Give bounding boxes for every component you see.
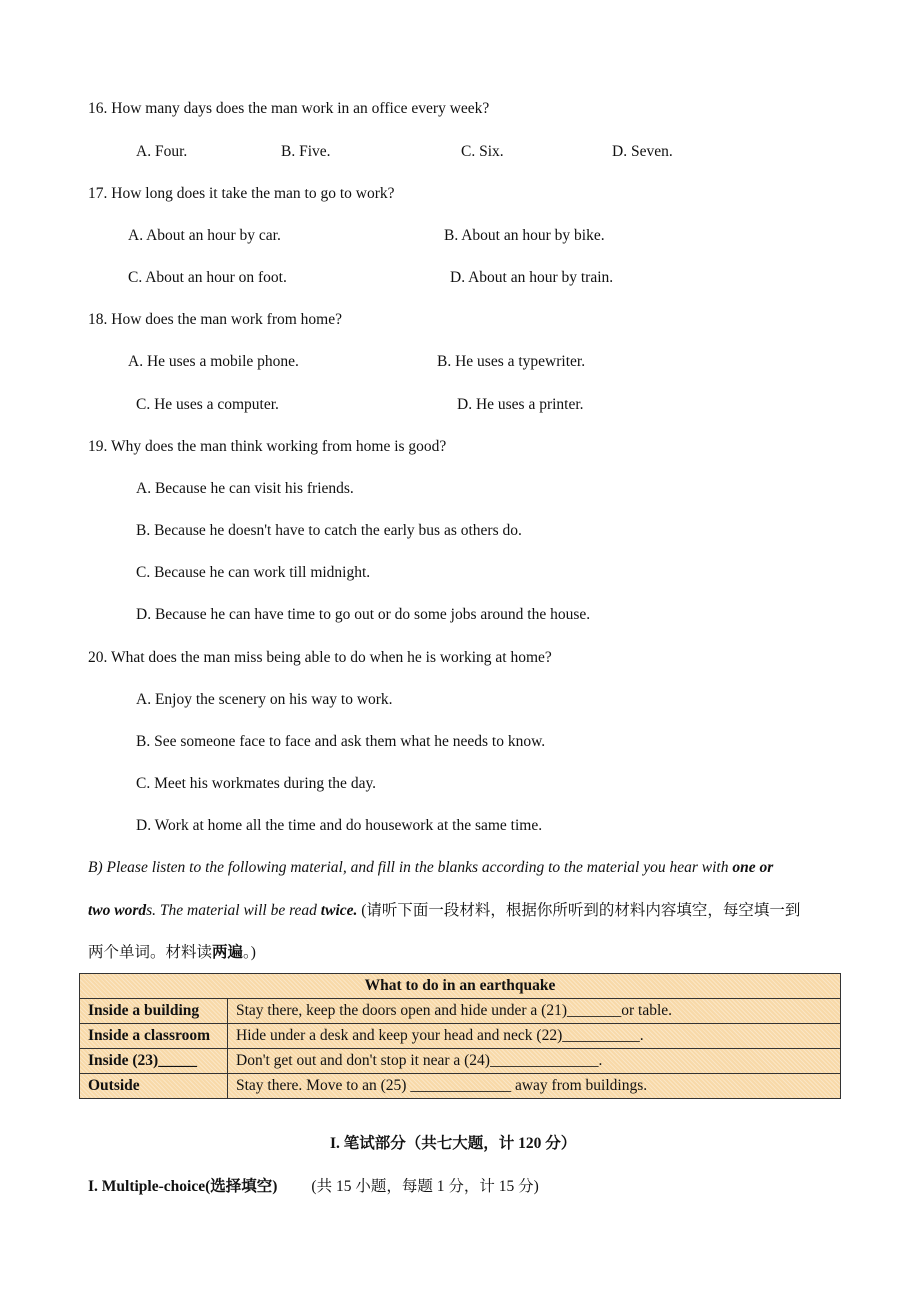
earthquake-table xyxy=(79,973,841,1099)
q19-option-d: D. Because he can have time to go out or do some jobs around the house. xyxy=(136,606,591,623)
row-content: Stay there, keep the doors open and hide under a (21)_______or table. xyxy=(228,999,841,1024)
mc-heading-label: I. Multiple-choice(选择填空) xyxy=(88,1178,278,1195)
q17-option-c: C. About an hour on foot. xyxy=(128,269,287,286)
question-16: 16. How many days does the man work in an office every week? xyxy=(88,100,490,117)
q18-option-d: D. He uses a printer. xyxy=(457,396,584,413)
multiple-choice-heading xyxy=(88,1177,539,1197)
section-b-text-2: s. The material will be read xyxy=(146,902,321,919)
table-row xyxy=(80,999,841,1024)
q20-option-a: A. Enjoy the scenery on his way to work. xyxy=(136,691,393,708)
section-b-bold-2: two word xyxy=(88,902,147,919)
q16-option-d: D. Seven. xyxy=(612,143,673,160)
row-label: Inside a classroom xyxy=(80,1024,228,1049)
section-b-text-1: B) Please listen to the following material, and fill in the blanks according to the material you hear with xyxy=(88,859,733,876)
row-label: Outside xyxy=(80,1074,228,1099)
section-b-instruction-line3 xyxy=(88,943,256,963)
q20-option-b: B. See someone face to face and ask them what he needs to know. xyxy=(136,733,546,750)
q18-option-a: A. He uses a mobile phone. xyxy=(128,353,299,370)
question-17: 17. How long does it take the man to go to work? xyxy=(88,185,395,202)
section-b-bold-3: twice. xyxy=(320,902,358,919)
q20-option-c: C. Meet his workmates during the day. xyxy=(136,775,377,792)
row-label: Inside a building xyxy=(80,999,228,1024)
written-section-heading: I. 笔试部分（共七大题，计 120 分） xyxy=(330,1135,577,1152)
row-content: Hide under a desk and keep your head and neck (22)__________. xyxy=(228,1024,841,1049)
q17-option-a: A. About an hour by car. xyxy=(128,227,281,244)
section-b-instruction-line1 xyxy=(88,858,773,878)
section-b-chinese-bold: 两遍 xyxy=(212,944,244,961)
table-row xyxy=(80,1074,841,1099)
section-b-chinese-3: 。) xyxy=(243,944,256,961)
mc-heading-detail: (共 15 小题，每题 1 分，计 15 分) xyxy=(311,1178,539,1195)
question-20: 20. What does the man miss being able to do when he is working at home? xyxy=(88,649,552,666)
q17-option-d: D. About an hour by train. xyxy=(450,269,614,286)
row-label: Inside (23)_____ xyxy=(80,1049,228,1074)
question-19: 19. Why does the man think working from home is good? xyxy=(88,438,447,455)
section-b-chinese-2: 两个单词。材料读 xyxy=(88,944,213,961)
section-b-bold-1: one or xyxy=(732,859,774,876)
q16-option-b: B. Five. xyxy=(281,143,331,160)
section-b-chinese-1: (请听下面一段材料，根据你所听到的材料内容填空，每空填一到 xyxy=(357,902,801,919)
q16-option-a: A. Four. xyxy=(136,143,188,160)
q20-option-d: D. Work at home all the time and do housework at the same time. xyxy=(136,817,543,834)
row-content: Stay there. Move to an (25) _____________ away from buildings. xyxy=(228,1074,841,1099)
table-row xyxy=(80,1024,841,1049)
q19-option-b: B. Because he doesn't have to catch the early bus as others do. xyxy=(136,522,522,539)
q16-option-c: C. Six. xyxy=(461,143,504,160)
q17-option-b: B. About an hour by bike. xyxy=(444,227,605,244)
q19-option-c: C. Because he can work till midnight. xyxy=(136,564,371,581)
table-header-row xyxy=(80,974,841,999)
table-row xyxy=(80,1049,841,1074)
table-title: What to do in an earthquake xyxy=(80,974,841,999)
q18-option-c: C. He uses a computer. xyxy=(136,396,279,413)
row-content: Don't get out and don't stop it near a (24)______________. xyxy=(228,1049,841,1074)
question-18: 18. How does the man work from home? xyxy=(88,311,342,328)
section-b-instruction-line2 xyxy=(88,901,800,921)
q18-option-b: B. He uses a typewriter. xyxy=(437,353,586,370)
q19-option-a: A. Because he can visit his friends. xyxy=(136,480,354,497)
